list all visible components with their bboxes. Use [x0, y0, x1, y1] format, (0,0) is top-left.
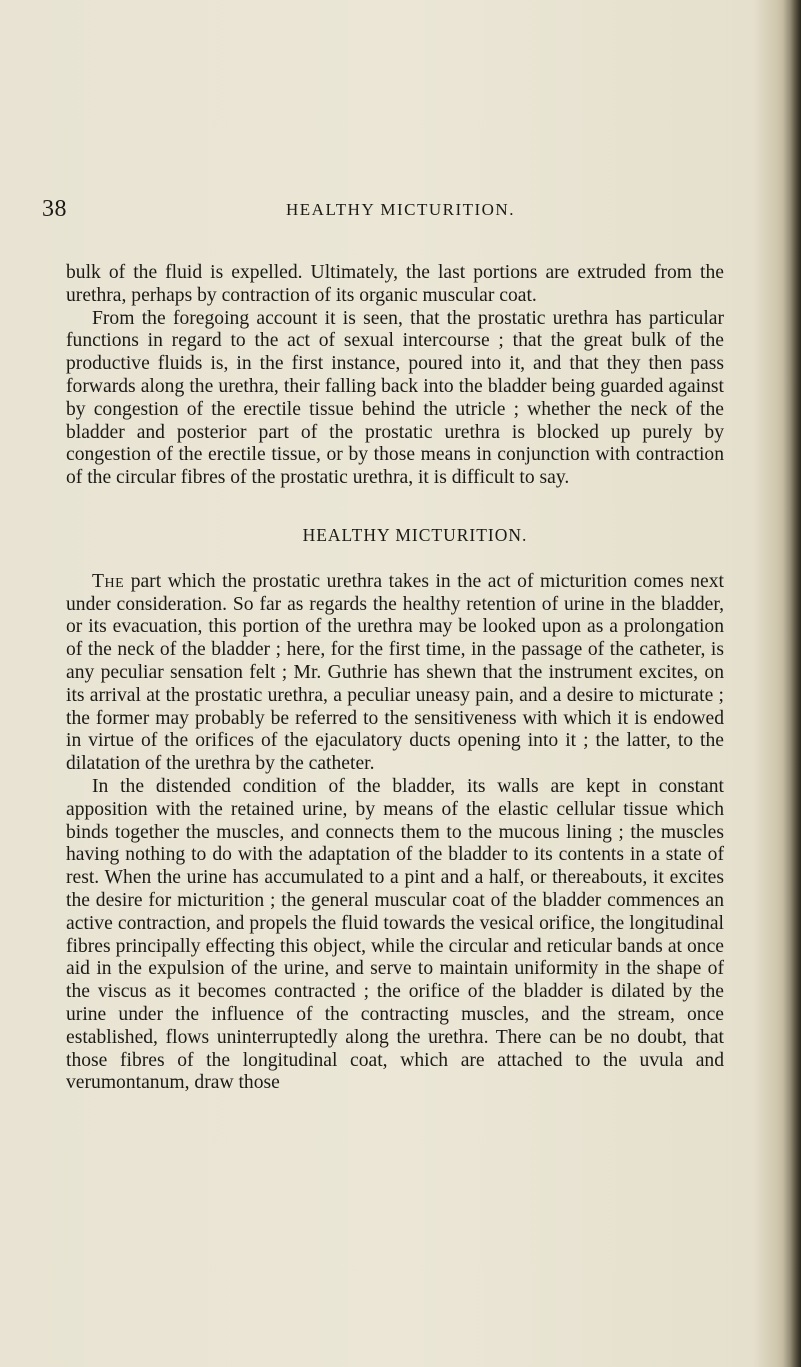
page-header	[0, 196, 801, 226]
section-heading: HEALTHY MICTURITION.	[302, 524, 528, 545]
paragraph-distended-bladder: In the distended condition of the bladder, its walls are kept in constant apposition with the retained urine, by means of the elastic cellular tissue which binds together the muscles, and connects them to the mucous lining ; the muscles having nothing to do with the adaptation of the bladder to its contents in a state of rest. When the urine has accumulated to a pint and a half, or thereabouts, it excites the desire for micturition ; the general muscular coat of the bladder commences an active contraction, and propels the fluid towards the vesical orifice, the longitudinal fibres principally effecting this object, while the circular and reticular bands at once aid in the expulsion of the urine, and serve to maintain uniformity in the shape of the viscus as it becomes contracted ; the orifice of the bladder is dilated by the urine under the influence of the contracting muscles, and the stream, once established, flows uninterruptedly along the urethra. There can be no doubt, that those fibres of the longitudinal coat, which are attached to the uvula and verumontanum, draw those	[66, 775, 724, 1094]
paragraph-continuation: bulk of the fluid is expelled. Ultimately, the last portions are extruded from the urethra, perhaps by contraction of its organic muscular coat.	[66, 262, 724, 306]
page-number: 38	[42, 196, 67, 222]
paragraph-micturition-intro-text: part which the prostatic urethra takes in the act of micturition comes next under consideration. So far as regards the healthy retention of urine in the bladder, or its evacuation, this portion of the urethra may be looked upon as a prolongation of the neck of the bladder ; here, for the first time, in the passage of the catheter, is any peculiar sensation felt ; Mr. Guthrie has shewn that the instrument excites, on its arrival at the prostatic urethra, a peculiar uneasy pain, and a desire to micturate ; the former may probably be referred to the sensitiveness with which it is endowed in virtue of the orifices of the ejaculatory ducts opening into it ; the latter, to the dilatation of the urethra by the catheter.	[66, 570, 724, 775]
paragraph-prostatic-functions: From the foregoing account it is seen, that the prostatic urethra has particular functions in regard to the act of sexual intercourse ; that the great bulk of the productive fluids is, in the first instance, poured into it, and that they then pass forwards along the urethra, their falling back into the bladder being guarded against by congestion of the erectile tissue behind the utricle ; whether the neck of the bladder and posterior part of the prostatic urethra is blocked up purely by congestion of the erectile tissue, or by those means in conjunction with contraction of the circular fibres of the prostatic urethra, it is difficult to say.	[66, 307, 724, 489]
paragraph-micturition-intro	[66, 571, 724, 776]
body-text	[66, 262, 724, 1095]
lead-word: The	[92, 570, 125, 592]
running-head: HEALTHY MICTURITION.	[286, 200, 515, 219]
